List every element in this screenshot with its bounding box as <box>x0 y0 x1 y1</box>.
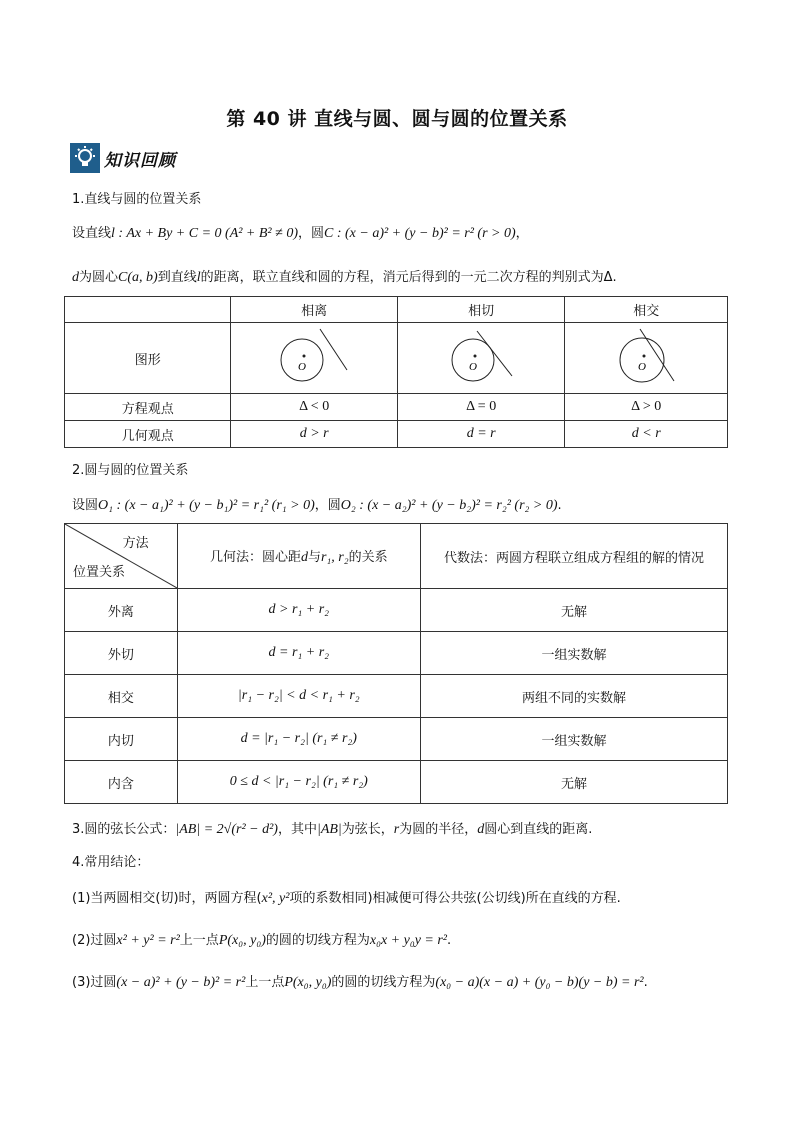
math-var: r <box>393 822 400 837</box>
lightbulb-icon <box>70 143 100 173</box>
text: 几何法：圆心距 <box>209 550 301 565</box>
line-circle-definition <box>72 222 529 242</box>
algebraic-cell: 两组不同的实数解 <box>420 675 727 718</box>
tangent-equation: (x₀ − a)(x − a) + (y₀ − b)(y − b) = r² <box>435 975 644 990</box>
table-header: 相交 <box>565 297 728 323</box>
discriminant-cell: Δ < 0 <box>231 394 398 421</box>
figure-intersect <box>565 323 728 394</box>
math-point: P(x₀, y₀) <box>284 975 332 990</box>
row-label: 图形 <box>65 323 231 394</box>
circle-circle-table <box>64 523 728 804</box>
text: (1)当两圆相交(切)时，两圆方程( <box>72 891 262 906</box>
math-var: d <box>300 550 308 565</box>
page-title: 第 40 讲 直线与圆、圆与圆的位置关系 <box>226 108 568 130</box>
table-corner <box>65 524 178 589</box>
table-header: 相切 <box>397 297 565 323</box>
diagram-tangent <box>421 323 541 389</box>
text: ，圆 <box>297 226 324 241</box>
circle-equation: (x − a)² + (y − b)² = r² <box>116 975 246 990</box>
chord-formula: |AB| = 2√(r² − d²) <box>175 822 278 837</box>
text: . <box>557 498 562 513</box>
figure-separate <box>231 323 398 394</box>
math-var: d <box>477 822 485 837</box>
conclusion-3 <box>72 971 648 991</box>
text: 与 <box>307 550 321 565</box>
text: ，圆 <box>314 498 341 513</box>
center-label: O <box>638 361 647 373</box>
text: 的圆的切线方程为 <box>331 975 436 990</box>
text: 圆心到直线的距离. <box>484 822 593 837</box>
conclusion-1 <box>72 887 621 907</box>
section-4-heading: 4.常用结论： <box>72 855 150 870</box>
text: 设圆 <box>72 498 99 513</box>
circle-equation: x² + y² = r² <box>116 933 180 948</box>
row-label: 外切 <box>65 632 178 675</box>
text: 的距离，联立直线和圆的方程，消元后得到的一元二次方程的判别式为Δ. <box>200 270 617 285</box>
center-label: O <box>469 361 478 373</box>
row-label: 内切 <box>65 718 178 761</box>
row-label: 方程观点 <box>65 394 231 421</box>
circle-1-equation: O₁ : (x − a₁)² + (y − b₁)² = r₁² (r₁ > 0) <box>98 498 315 513</box>
discriminant-cell: Δ = 0 <box>397 394 565 421</box>
distance-cell: d = r <box>397 421 565 448</box>
figure-tangent <box>397 323 565 394</box>
text: 为弦长， <box>341 822 394 837</box>
banner-label: 知识回顾 <box>104 150 176 171</box>
text: 为圆的半径， <box>399 822 478 837</box>
algebraic-cell: 无解 <box>420 761 727 804</box>
text: . <box>447 933 452 948</box>
text: 到直线 <box>157 270 197 285</box>
math-var: |AB| <box>316 822 342 837</box>
text: 上一点 <box>179 933 219 948</box>
chord-length-formula <box>72 818 592 838</box>
row-label: 相交 <box>65 675 178 718</box>
algebraic-cell: 一组实数解 <box>420 632 727 675</box>
math-point: C(a, b) <box>118 270 158 285</box>
text: 项的系数相同)相减便可得公共弦(公切线)所在直线的方程. <box>289 891 621 906</box>
text: 的关系 <box>348 550 388 565</box>
line-equation: l : Ax + By + C = 0 (A² + B² ≠ 0) <box>111 226 298 241</box>
geometric-cell: d = |r₁ − r₂| (r₁ ≠ r₂) <box>177 718 420 761</box>
text: 3.圆的弦长公式： <box>72 822 176 837</box>
text: (2)过圆 <box>72 933 117 948</box>
distance-cell: d > r <box>231 421 398 448</box>
two-circles-definition <box>72 494 562 514</box>
text: 上一点 <box>245 975 285 990</box>
geometric-cell: d = r₁ + r₂ <box>177 632 420 675</box>
diagram-intersect <box>586 323 706 389</box>
algebraic-cell: 一组实数解 <box>420 718 727 761</box>
section-2-heading: 2.圆与圆的位置关系 <box>72 463 189 478</box>
circle-2-equation: O₂ : (x − a₂)² + (y − b₂)² = r₂² (r₂ > 0) <box>340 498 558 513</box>
distance-cell: d < r <box>565 421 728 448</box>
text: . <box>643 975 648 990</box>
table-header: 相离 <box>231 297 398 323</box>
line-circle-table <box>64 296 728 448</box>
text: 的圆的切线方程为 <box>265 933 370 948</box>
math-var: l <box>196 270 201 285</box>
conclusion-2 <box>72 929 451 949</box>
diagram-separate <box>254 323 374 389</box>
math-var: d <box>72 270 79 285</box>
math-point: P(x₀, y₀) <box>218 933 266 948</box>
tangent-equation: x₀x + y₀y = r² <box>369 933 448 948</box>
algebraic-method-header: 代数法：两圆方程联立组成方程组的解的情况 <box>420 524 727 589</box>
text: ， <box>515 226 529 241</box>
text: (3)过圆 <box>72 975 117 990</box>
circle-equation: C : (x − a)² + (y − b)² = r² (r > 0) <box>324 226 516 241</box>
geometric-method-header <box>177 524 420 589</box>
math-var: r₁, r₂ <box>320 550 349 565</box>
discriminant-cell: Δ > 0 <box>565 394 728 421</box>
geometric-cell: d > r₁ + r₂ <box>177 589 420 632</box>
geometric-cell: |r₁ − r₂| < d < r₁ + r₂ <box>177 675 420 718</box>
corner-bottom-label: 位置关系 <box>73 565 126 580</box>
geometric-cell: 0 ≤ d < |r₁ − r₂| (r₁ ≠ r₂) <box>177 761 420 804</box>
table-corner <box>65 297 231 323</box>
text: 为圆心 <box>79 270 119 285</box>
section-banner <box>70 140 176 176</box>
section-1-heading: 1.直线与圆的位置关系 <box>72 192 202 207</box>
row-label: 几何观点 <box>65 421 231 448</box>
center-label: O <box>298 361 307 373</box>
math-var: x², y² <box>261 891 290 906</box>
text: ，其中 <box>277 822 317 837</box>
algebraic-cell: 无解 <box>420 589 727 632</box>
distance-description <box>72 266 617 286</box>
row-label: 外离 <box>65 589 178 632</box>
text: 设直线 <box>72 226 112 241</box>
row-label: 内含 <box>65 761 178 804</box>
corner-top-label: 方法 <box>122 536 149 551</box>
